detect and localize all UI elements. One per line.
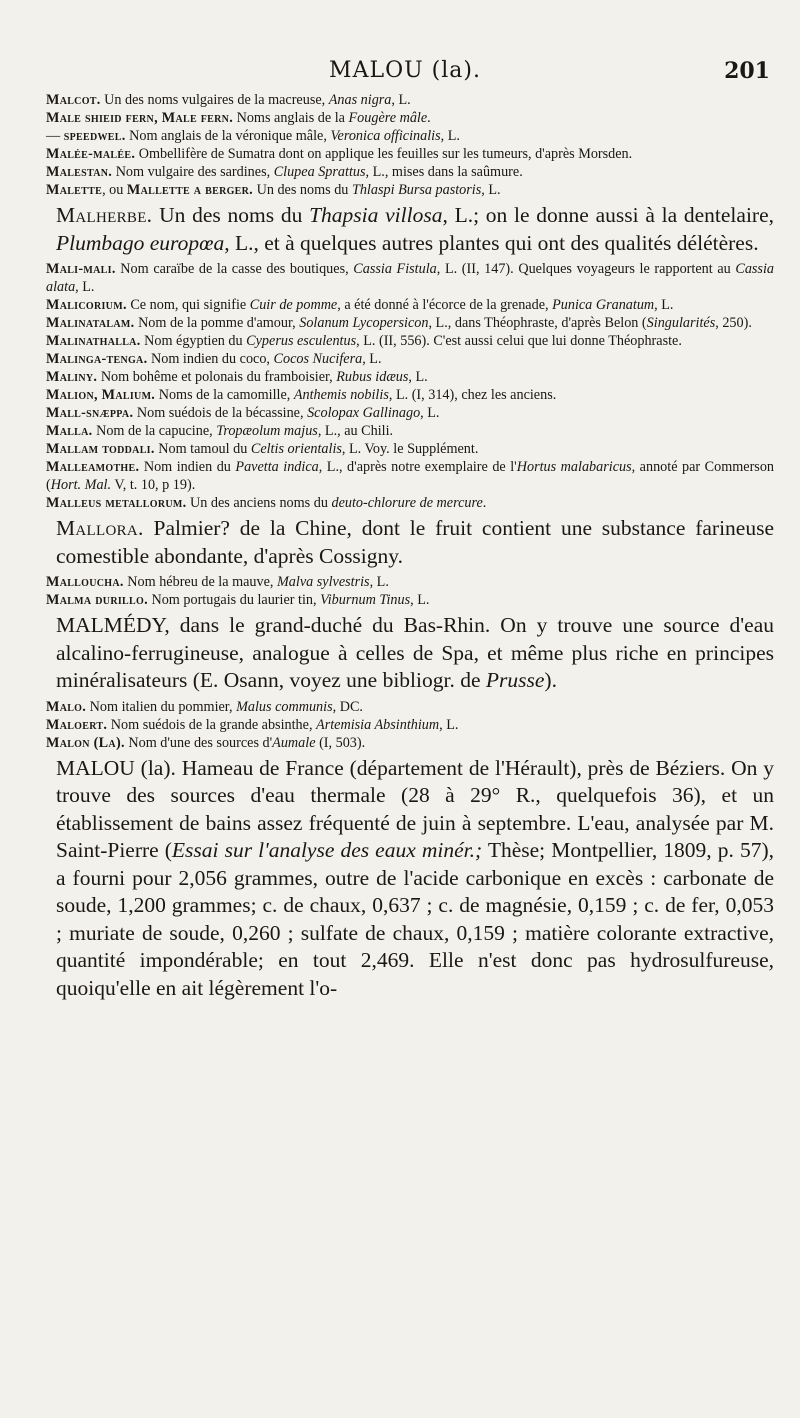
dictionary-entry <box>46 127 774 145</box>
entry-italic-text: Veronica officinalis <box>330 128 441 144</box>
entry-text: , L. <box>481 182 501 198</box>
entry-text: Un des noms vulgaires de la macreuse, <box>100 92 329 108</box>
entry-italic-text: Thlaspi Bursa pastoris <box>351 182 482 198</box>
dictionary-entry <box>46 573 774 591</box>
entry-headword: Malicorium. <box>46 297 127 313</box>
entry-italic-text: Cyperus esculentus <box>246 333 357 349</box>
entry-headword: Malon (La). <box>46 734 125 751</box>
dictionary-entry <box>46 296 774 314</box>
entry-headword: Malée-malée. <box>46 146 136 162</box>
entry-text: , L. <box>439 716 459 733</box>
entry-text: Thèse; Montpellier, 1809, p. 57), a fourni pour 2,056 grammes, outre de l'acide carbonique en excès : carbonate de soude, 1,200 grammes; c. de chaux, 0,637 ; c. de magnésie, 0,159 ; c. de fer, 0,053 ; muriate de soude, 0,260 ; sulfate de chaux, 0,159 ; matière colorante extractive, quantité impondérable; en tout 2,469. Elle n'est donc pas hydrosulfureuse, quoiqu'elle en ait légèrement l'o- <box>56 838 774 1000</box>
entry-text: MALMÉDY <box>56 613 165 637</box>
entry-headword: Malinatalam. <box>46 315 135 331</box>
dictionary-entry <box>46 260 774 296</box>
entry-italic-text: Anthemis nobilis <box>293 387 389 403</box>
entry-text: Nom suédois de la grande absinthe, <box>107 716 317 733</box>
entry-headword: Malinga-tenga. <box>46 351 148 367</box>
entry-text: Nom italien du pommier, <box>86 698 237 715</box>
entry-italic-text: Tropæolum majus <box>216 423 318 439</box>
dictionary-entry <box>46 404 774 422</box>
entry-italic-text: Malva sylvestris <box>276 574 370 590</box>
dictionary-entry <box>46 440 774 458</box>
entry-headword: Malcot. <box>46 92 101 108</box>
entry-text: , dans le grand-duché du Bas-Rhin. On y trouve une source d'eau alcalino-ferrugineuse, analogue à celles de Spa, et même plus riche en principes minéralisateurs (E. Osann, voyez une bibliogr. de <box>56 613 774 692</box>
entry-text: Nom de la capucine, <box>92 423 217 439</box>
entry-text: Nom indien du <box>139 459 236 475</box>
entry-headword: Malette <box>46 182 103 198</box>
entry-headword: Maliny. <box>46 369 98 385</box>
entry-text: V, t. 10, p 19). <box>111 477 196 493</box>
dictionary-entry <box>46 332 774 350</box>
dictionary-entry <box>46 181 774 199</box>
dictionary-entry <box>46 494 774 512</box>
dictionary-entry <box>46 368 774 386</box>
entry-text: , a été donné à l'écorce de la grenade, <box>337 297 553 313</box>
entry-headword: Mallora. <box>56 516 144 540</box>
entry-text: MALOU (la). Hameau de France (département de l'Hérault), près de Béziers. On y trouve des sources d'eau thermale (28 à 29° R., quelquefois 36), et un établissement de bains assez fréquenté de juin à septembre. L'eau, analysée par M. Saint-Pierre ( <box>56 755 774 862</box>
entry-italic-text: Cassia Fistula <box>353 261 437 277</box>
entry-headword: Malestan. <box>46 164 113 180</box>
entry-text: , L. (II, 147). Quelques voyageurs le rapportent au <box>436 261 736 277</box>
entry-text: , DC. <box>332 698 363 715</box>
entry-italic-text: Rubus idæus <box>336 369 409 385</box>
entry-italic-text: Cassia alata <box>46 261 774 295</box>
entry-text: Nom tamoul du <box>154 441 251 457</box>
entry-text: , L. <box>408 369 428 385</box>
entry-text: ). <box>544 668 557 692</box>
entry-text: , L. <box>440 128 460 144</box>
entry-text: Nom d'une des sources d' <box>124 734 273 751</box>
entry-text: Nom bohême et polonais du framboisier, <box>97 369 337 385</box>
dictionary-entry <box>46 698 774 716</box>
dictionary-entry <box>56 515 774 570</box>
entry-text: (I, 503). <box>315 734 366 751</box>
entry-text: , L. <box>654 297 674 313</box>
entry-headword: Maloert. <box>46 716 108 733</box>
entry-text: Nom vulgaire des sardines, <box>112 164 274 180</box>
dictionary-entry <box>56 202 774 257</box>
entry-text: Nom hébreu de la mauve, <box>123 574 277 590</box>
entry-text: , L.; on le donne aussi à la dentelaire, <box>442 203 774 227</box>
entry-italic-text: Prusse <box>485 668 545 692</box>
entry-text: Nom portugais du laurier tin, <box>147 592 321 608</box>
entry-text: , L. <box>420 405 440 421</box>
entry-text: , 250). <box>715 315 752 331</box>
entry-text: Nom égyptien du <box>140 333 247 349</box>
entry-italic-text: Artemisia Absinthium <box>316 716 440 733</box>
entry-italic-text: Essai sur l'analyse des eaux minér.; <box>171 838 483 862</box>
entry-text: , annoté par Commerson ( <box>46 459 774 493</box>
dictionary-entry <box>46 145 774 163</box>
entry-text: Ombellifère de Sumatra dont on applique les feuilles sur les tumeurs, d'après Morsden. <box>135 146 633 162</box>
entry-text: , L. <box>362 351 382 367</box>
entry-italic-text: Anas nigra <box>328 92 392 108</box>
entry-headword: Mallam toddali. <box>46 441 155 457</box>
entry-headword: Malo. <box>46 698 87 715</box>
entry-headword: Mall-snæppa. <box>46 405 134 421</box>
entry-italic-text: Celtis orientalis <box>250 441 342 457</box>
entry-headword: Mallette a berger. <box>126 182 254 198</box>
entry-text: , ou <box>102 182 127 198</box>
dictionary-entry <box>56 612 774 695</box>
dictionary-entry <box>46 386 774 404</box>
dictionary-entry <box>46 350 774 368</box>
entry-list <box>46 91 774 1005</box>
entry-text: , L., au Chili. <box>317 423 394 439</box>
entry-headword: speedwel. <box>63 128 126 144</box>
entry-headword: Malma durillo. <box>46 592 148 608</box>
entry-text: Nom anglais de la véronique mâle, <box>125 128 331 144</box>
entry-text: Noms de la camomille, <box>155 387 294 403</box>
entry-headword: Malinathalla. <box>46 333 141 349</box>
entry-text: , L. (II, 556). C'est aussi celui que lui donne Théophraste. <box>356 333 682 349</box>
entry-headword: Malleus metallorum. <box>46 495 187 511</box>
entry-text: . <box>427 110 431 126</box>
dictionary-entry <box>46 716 774 734</box>
page-header <box>40 58 770 90</box>
entry-text: , L. Voy. le Supplément. <box>341 441 479 457</box>
entry-text: . <box>482 495 487 511</box>
entry-italic-text: Cuir de pomme <box>249 297 338 313</box>
entry-text: , L., mises dans la saûmure. <box>365 164 523 180</box>
entry-text: , L. <box>75 279 95 295</box>
entry-italic-text: Viburnum Tinus <box>320 592 411 608</box>
entry-italic-text: Hortus malabaricus <box>516 459 632 475</box>
dictionary-entry <box>46 458 774 494</box>
entry-italic-text: Hort. Mal. <box>50 477 112 493</box>
entry-italic-text: Aumale <box>272 734 316 751</box>
entry-text: , L. <box>410 592 430 608</box>
entry-italic-text: Cocos Nucifera <box>273 351 363 367</box>
entry-text: Un des anciens noms du <box>186 495 332 511</box>
entry-headword: Mali-mali. <box>46 261 116 277</box>
entry-text: Noms anglais de la <box>233 110 349 126</box>
dictionary-entry <box>46 109 774 127</box>
dictionary-entry <box>46 163 774 181</box>
dictionary-entry <box>56 755 774 1003</box>
dictionary-entry <box>46 734 774 752</box>
entry-italic-text: Solanum Lycopersicon <box>299 315 429 331</box>
entry-headword: Malleamothe. <box>46 459 140 475</box>
entry-headword: Male shieid fern, Male fern. <box>46 110 234 126</box>
dictionary-entry <box>46 422 774 440</box>
entry-headword: Malion, Malium. <box>46 387 156 403</box>
page-number: 201 <box>724 58 770 84</box>
entry-text: Nom caraïbe de la casse des boutiques, <box>115 261 354 277</box>
entry-headword: Malherbe. <box>56 203 153 227</box>
entry-italic-text: deuto-chlorure de mercure <box>331 495 483 511</box>
entry-text: Un des noms du <box>253 182 352 198</box>
running-title: MALOU (la). <box>329 58 481 83</box>
entry-text: Nom suédois de la bécassine, <box>133 405 308 421</box>
entry-italic-text: Thapsia villosa <box>309 203 443 227</box>
dictionary-entry <box>46 591 774 609</box>
entry-text: , L. <box>369 574 389 590</box>
entry-italic-text: Clupea Sprattus <box>273 164 366 180</box>
entry-italic-text: Fougère mâle <box>348 110 428 126</box>
entry-text: , L., d'après notre exemplaire de l' <box>318 459 517 475</box>
entry-italic-text: Singularités <box>646 315 716 331</box>
entry-italic-text: Punica Granatum <box>552 297 655 313</box>
entry-text: , L. <box>391 92 411 108</box>
entry-text: Nom indien du coco, <box>147 351 274 367</box>
entry-italic-text: Pavetta indica <box>235 459 319 475</box>
entry-text: , L., et à quelques autres plantes qui ont des qualités délétères. <box>224 230 759 255</box>
entry-italic-text: Malus communis <box>236 698 333 715</box>
entry-text: Ce nom, qui signifie <box>126 297 250 313</box>
entry-headword: Malla. <box>46 423 93 439</box>
entry-text: Nom de la pomme d'amour, <box>134 315 300 331</box>
entry-italic-text: Plumbago europœa <box>56 230 225 255</box>
entry-text: Un des noms du <box>152 203 310 227</box>
dictionary-entry <box>46 91 774 109</box>
dictionary-entry <box>46 314 774 332</box>
entry-italic-text: Scolopax Gallinago <box>307 405 421 421</box>
entry-text: , L. (I, 314), chez les anciens. <box>388 387 557 403</box>
entry-headword: Malloucha. <box>46 574 124 590</box>
entry-text: Palmier? de la Chine, dont le fruit contient une substance farineuse comestible abondante, d'après Cossigny. <box>56 516 774 568</box>
entry-text: — <box>46 128 64 144</box>
entry-text: , L., dans Théophraste, d'après Belon ( <box>428 315 647 331</box>
